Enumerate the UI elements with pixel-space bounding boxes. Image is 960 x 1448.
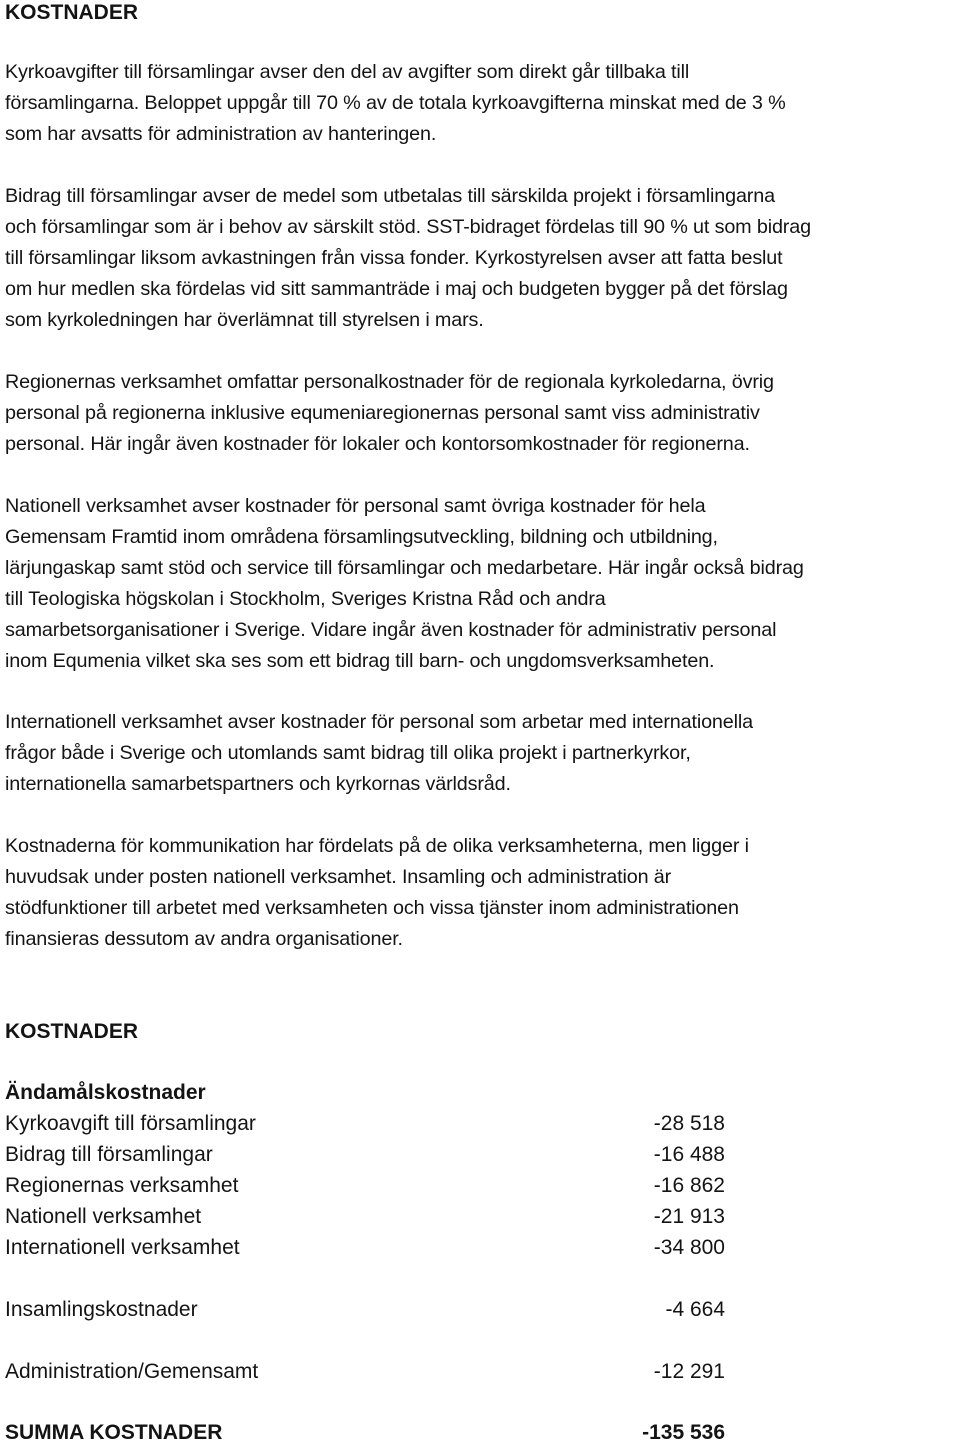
row-value: -16 488 [653,1143,725,1166]
paragraph-line: lärjungaskap samt stöd och service till församlingar och medarbetare. Här ingår också bidrag [5,557,804,579]
paragraph-line: Kostnaderna för kommunikation har fördelats på de olika verksamheterna, men ligger i [5,835,749,857]
paragraph-line: Regionernas verksamhet omfattar personalkostnader för de regionala kyrkoledarna, övrig [5,371,774,393]
paragraph-line: om hur medlen ska fördelas vid sitt sammanträde i maj och budgeten bygger på det förslag [5,278,788,300]
paragraph-internationell [5,707,950,800]
table-row [5,1232,725,1263]
table-row [5,1170,725,1201]
table-row-administration [5,1356,725,1387]
row-label: Nationell verksamhet [5,1205,202,1228]
row-label: Bidrag till församlingar [5,1143,213,1166]
paragraph-line: som kyrkoledningen har överlämnat till styrelsen i mars. [5,309,484,331]
paragraph-line: stödfunktioner till arbetet med verksamheten och vissa tjänster inom administrationen [5,897,739,919]
paragraph-line: församlingarna. Beloppet uppgår till 70 % av de totala kyrkoavgifterna minskat med de 3 % [5,92,786,114]
table-row [5,1201,725,1232]
row-label: Administration/Gemensamt [5,1360,259,1383]
paragraph-line: Kyrkoavgifter till församlingar avser den del av avgifter som direkt går tillbaka till [5,61,690,83]
paragraph-nationell [5,491,950,677]
paragraph-kommunikation [5,831,950,955]
paragraph-line: Bidrag till församlingar avser de medel som utbetalas till särskilda projekt i församlingarna [5,185,775,207]
paragraph-line: till Teologiska högskolan i Stockholm, Sveriges Kristna Råd och andra [5,588,606,610]
purpose-costs-heading: Ändamålskostnader [5,1081,206,1104]
table-row [5,1108,725,1139]
row-value: -4 664 [665,1298,725,1321]
paragraph-line: finansieras dessutom av andra organisationer. [5,928,403,950]
paragraph-line: som har avsatts för administration av hanteringen. [5,123,437,145]
paragraph-line: personal. Här ingår även kostnader för lokaler och kontorsomkostnader för regionerna. [5,433,750,455]
row-value: -28 518 [653,1112,725,1135]
row-label: Regionernas verksamhet [5,1174,239,1197]
total-value: -135 536 [642,1421,725,1444]
row-label: Kyrkoavgift till församlingar [5,1112,256,1135]
paragraph-regionernas [5,367,950,460]
table-row-total [5,1417,725,1448]
section-heading: KOSTNADER [5,1,139,24]
paragraph-line: personal på regionerna inklusive equmeniaregionernas personal samt viss administrativ [5,402,760,424]
paragraph-line: huvudsak under posten nationell verksamhet. Insamling och administration är [5,866,672,888]
table-row [5,1139,725,1170]
paragraph-line: Nationell verksamhet avser kostnader för personal samt övriga kostnader för hela [5,495,706,517]
paragraph-line: och församlingar som är i behov av särskilt stöd. SST-bidraget fördelas till 90 % ut som bidrag [5,216,811,238]
row-value: -16 862 [653,1174,725,1197]
paragraph-kyrkoavgifter [5,57,950,150]
total-label: SUMMA KOSTNADER [5,1421,223,1444]
row-value: -12 291 [653,1360,725,1383]
row-label: Internationell verksamhet [5,1236,240,1259]
paragraph-line: samarbetsorganisationer i Sverige. Vidare ingår även kostnader för administrativ personal [5,619,777,641]
paragraph-line: internationella samarbetspartners och kyrkornas världsråd. [5,773,511,795]
table-row-fundraising [5,1294,725,1325]
paragraph-line: frågor både i Sverige och utomlands samt bidrag till olika projekt i partnerkyrkor, [5,742,691,764]
paragraph-line: Internationell verksamhet avser kostnader för personal som arbetar med internationella [5,711,753,733]
table-heading: KOSTNADER [5,1020,139,1043]
row-label: Insamlingskostnader [5,1298,198,1321]
paragraph-line: Gemensam Framtid inom områdena församlingsutveckling, bildning och utbildning, [5,526,718,548]
paragraph-line: till församlingar liksom avkastningen från vissa fonder. Kyrkostyrelsen avser att fatta beslut [5,247,783,269]
paragraph-line: inom Equmenia vilket ska ses som ett bidrag till barn- och ungdomsverksamheten. [5,650,715,672]
row-value: -21 913 [653,1205,725,1228]
row-value: -34 800 [653,1236,725,1259]
paragraph-bidrag [5,181,950,336]
